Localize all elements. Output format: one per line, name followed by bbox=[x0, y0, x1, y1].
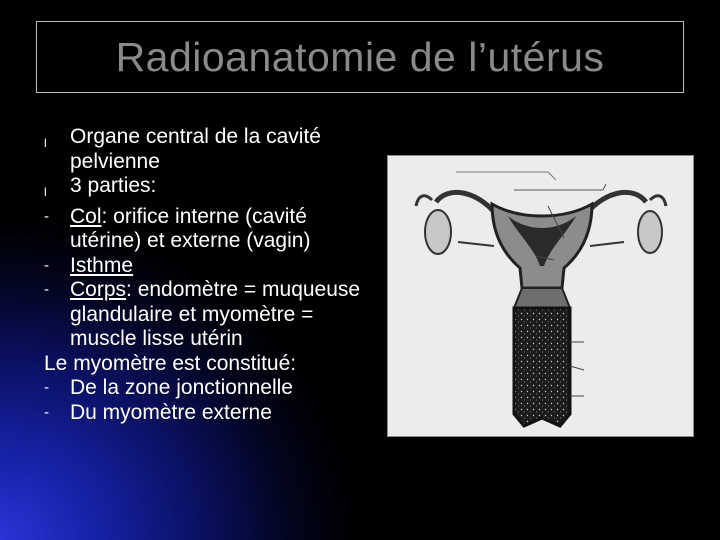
body-text bbox=[44, 125, 364, 425]
corps-description: : endomètre = muqueuse glandulaire et myomètre = muscle lisse utérin bbox=[70, 278, 361, 350]
col-description: : orifice interne (cavité utérine) et externe (vagin) bbox=[70, 204, 311, 252]
dash-marker: - bbox=[44, 379, 49, 396]
bullet-marker: l bbox=[44, 136, 47, 150]
dash-item-corps bbox=[44, 278, 364, 352]
dash-item-externe bbox=[44, 401, 364, 426]
dash-marker: - bbox=[44, 256, 49, 274]
bullet-text: Organe central de la cavité pelvienne bbox=[70, 125, 321, 173]
dash-item-jonctionnelle bbox=[44, 376, 364, 401]
bullet-item bbox=[44, 125, 364, 174]
isthme-label: Isthme bbox=[70, 253, 134, 277]
myometre-item-text: De la zone jonctionnelle bbox=[70, 376, 293, 399]
myometre-item-text: Du myomètre externe bbox=[70, 400, 272, 424]
bullet-item bbox=[44, 174, 364, 205]
uterus-diagram bbox=[388, 156, 693, 436]
bullet-marker: l bbox=[44, 185, 47, 199]
uterus-diagram-image bbox=[387, 155, 694, 437]
dash-item-col bbox=[44, 205, 364, 254]
col-text bbox=[70, 205, 364, 254]
col-label: Col bbox=[70, 204, 102, 228]
myometre-intro: Le myomètre est constitué: bbox=[44, 351, 297, 375]
dash-marker: - bbox=[44, 207, 49, 225]
corps-text bbox=[70, 278, 364, 352]
title-frame bbox=[36, 21, 684, 93]
dash-marker: - bbox=[44, 281, 49, 298]
slide-title: Radioanatomie de l’utérus bbox=[115, 33, 605, 80]
dash-item-isthme bbox=[44, 254, 364, 279]
dash-marker: - bbox=[44, 403, 49, 421]
bullet-text: 3 parties: bbox=[70, 174, 157, 197]
corps-label: Corps bbox=[70, 278, 127, 301]
